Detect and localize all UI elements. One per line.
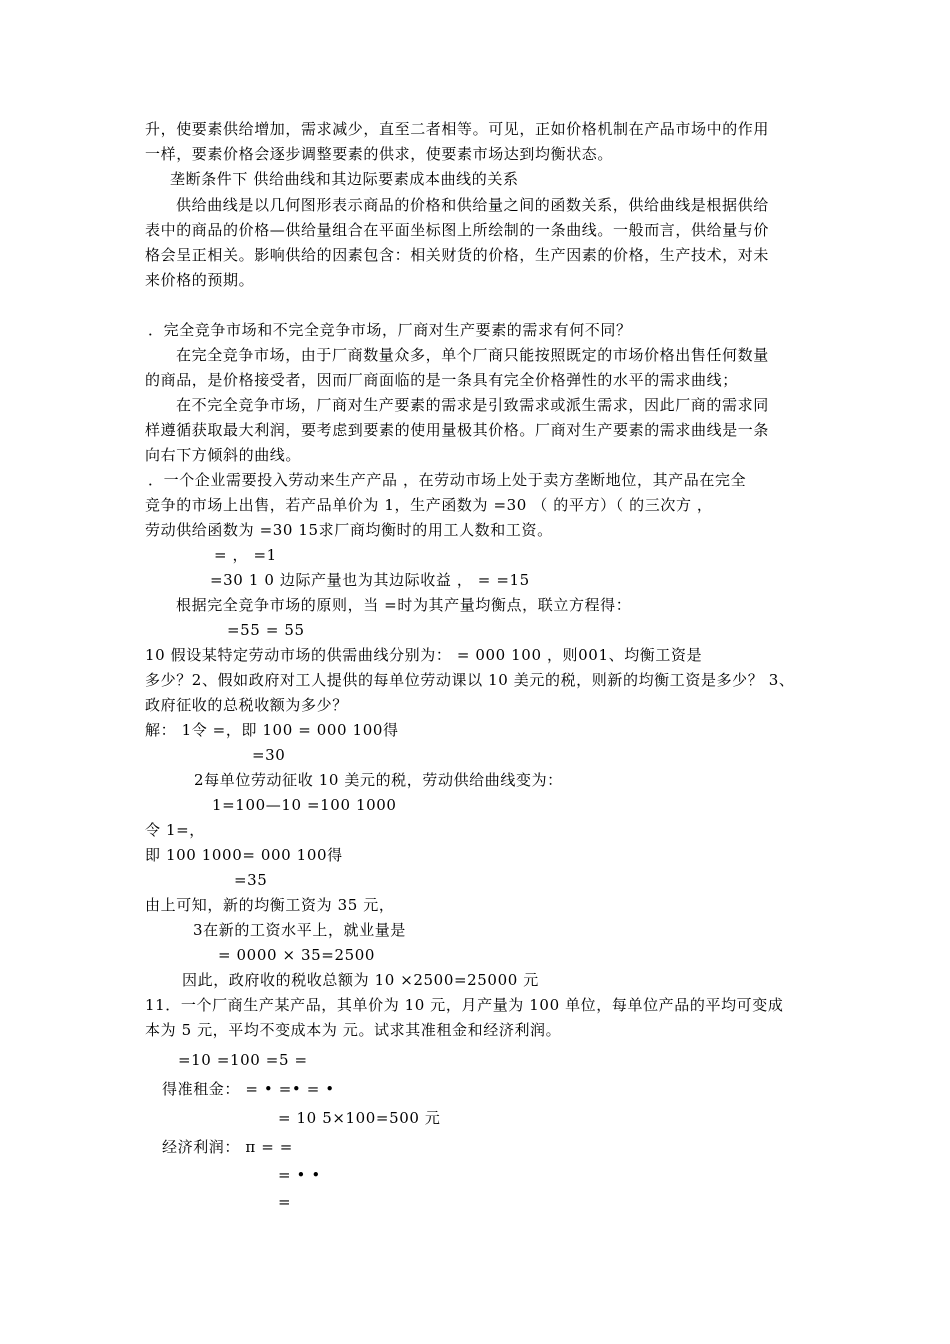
text-line: 本为 5 元，平均不变成本为 元。试求其准租金和经济利润。 <box>145 1021 562 1039</box>
formula-line: 经济利润： π = = <box>162 1138 293 1156</box>
text-line: 劳动供给函数为 =30 15求厂商均衡时的用工人数和工资。 <box>145 521 553 539</box>
text-line: 竞争的市场上出售，若产品单价为 1，生产函数为 =30 （ 的平方）（ 的三次方 ， <box>145 496 713 514</box>
text-line: 多少？2、假如政府对工人提供的每单位劳动课以 10 美元的税，则新的均衡工资是多少？ 3、 <box>145 671 795 689</box>
text-line: 2每单位劳动征收 10 美元的税，劳动供给曲线变为： <box>194 771 563 789</box>
formula-line: = 0000 × 35=2500 <box>218 946 376 964</box>
text-line: 在完全竞争市场，由于厂商数量众多，单个厂商只能按照既定的市场价格出售任何数量 <box>176 346 769 364</box>
text-line: 向右下方倾斜的曲线。 <box>145 446 302 464</box>
formula-line: 得准租金： = • =• = • <box>162 1080 335 1098</box>
formula-line: = <box>278 1193 292 1211</box>
formula-line: =35 <box>234 871 268 889</box>
text-line: 格会呈正相关。影响供给的因素包含：相关财货的价格，生产因素的价格，生产技术，对未 <box>145 246 770 264</box>
question-heading: ．完全竞争市场和不完全竞争市场，厂商对生产要素的需求有何不同？ <box>148 321 632 339</box>
text-line: 的商品，是价格接受者，因而厂商面临的是一条具有完全价格弹性的水平的需求曲线； <box>145 371 738 389</box>
text-line: 样遵循获取最大利润，要考虑到要素的使用量极其价格。厂商对生产要素的需求曲线是一条 <box>145 421 770 439</box>
formula-line: =10 =100 =5 = <box>178 1051 308 1069</box>
text-line: 3在新的工资水平上，就业量是 <box>193 921 406 939</box>
section-heading: 垄断条件下 供给曲线和其边际要素成本曲线的关系 <box>170 170 519 188</box>
text-line: 解： 1令 =，即 100 = 000 100得 <box>145 721 399 739</box>
question-heading: 11．一个厂商生产某产品，其单价为 10 元，月产量为 100 单位，每单位产品的平均可变成 <box>145 996 784 1014</box>
text-line: 令 1=， <box>145 821 205 839</box>
text-line: 根据完全竞争市场的原则，当 =时为其产量均衡点，联立方程得： <box>176 596 632 614</box>
formula-line: =30 1 0 边际产量也为其边际收益 ， = =15 <box>210 571 530 589</box>
formula-line: = • • <box>278 1166 321 1184</box>
text-line: 供给曲线是以几何图形表示商品的价格和供给量之间的函数关系，供给曲线是根据供给 <box>176 196 769 214</box>
formula-line: =55 = 55 <box>227 621 305 639</box>
text-line: 政府征收的总税收额为多少？ <box>145 696 348 714</box>
question-heading: ．一个企业需要投入劳动来生产产品 ，在劳动市场上处于卖方垄断地位，其产品在完全 <box>148 471 747 489</box>
text-line: 在不完全竞争市场，厂商对生产要素的需求是引致需求或派生需求，因此厂商的需求同 <box>176 396 769 414</box>
text-line: 来价格的预期。 <box>145 271 255 289</box>
formula-line: = 10 5×100=500 元 <box>278 1109 441 1127</box>
text-line: 升，使要素供给增加，需求减少，直至二者相等。可见，正如价格机制在产品市场中的作用 <box>145 120 770 138</box>
text-line: 由上可知，新的均衡工资为 35 元， <box>145 896 395 914</box>
text-line: 因此，政府收的税收总额为 10 ×2500=25000 元 <box>182 971 539 989</box>
formula-line: 即 100 1000= 000 100得 <box>145 846 343 864</box>
formula-line: 1=100—10 =100 1000 <box>212 796 397 814</box>
formula-line: = ， =1 <box>214 546 277 564</box>
text-line: 一样，要素价格会逐步调整要素的供求，使要素市场达到均衡状态。 <box>145 145 614 163</box>
formula-line: =30 <box>252 746 286 764</box>
question-heading: 10 假设某特定劳动市场的供需曲线分别为： = 000 100 ，则001、均衡工资是 <box>145 646 703 664</box>
text-line: 表中的商品的价格—供给量组合在平面坐标图上所绘制的一条曲线。一般而言，供给量与价 <box>145 221 770 239</box>
